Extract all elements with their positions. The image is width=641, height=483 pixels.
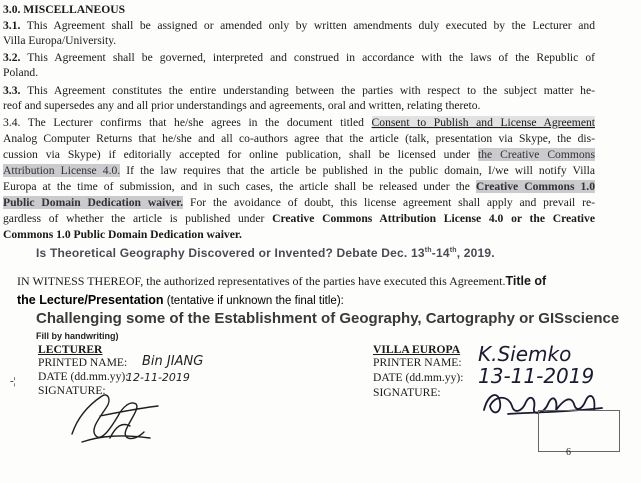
clause-3-4-line-2 (3, 132, 595, 146)
villa-date-handwritten: 13-11-2019 (478, 364, 595, 388)
villa-heading: VILLA EUROPA (373, 343, 461, 356)
tentative-note: (tentative if unknown the final title): (163, 295, 344, 307)
lecturer-date-handwritten: 12-11-2019 (126, 371, 190, 384)
clause-text: Analog Computer Returns that he/she and all co-authors agree that the article (talk, presentation via Skype, the dis- (3, 132, 595, 145)
clause-3-1-line-1 (3, 19, 595, 33)
witness-statement (17, 274, 546, 288)
villa-signature-label: SIGNATURE: (373, 386, 441, 399)
debate-sup: th (424, 247, 432, 254)
debate-text: , 2019. (456, 246, 495, 260)
clause-3-4-line-8: Commons 1.0 Public Domain Dedication waiver. (3, 228, 242, 241)
license-name: Creative Commons Attribution License 4.0 or the Creative (272, 212, 595, 225)
page-number: 6 (566, 447, 571, 458)
clause-text: This Agreement constitutes the entire understanding between the parties with respect to the subject matter he- (27, 84, 595, 97)
clause-3-4-line-4 (3, 164, 595, 178)
debate-text: -14 (431, 246, 450, 260)
clause-text: This Agreement shall be assigned or amended only by written amendments duly executed by the Lecturer and (26, 19, 595, 32)
clause-3-1-line-2: Villa Europa/University. (3, 34, 117, 47)
consent-title: Consent to Publish and License Agreement (371, 116, 595, 129)
debate-sup: th (449, 247, 457, 254)
license-name: Creative Commons 1.0 (475, 180, 595, 193)
lecturer-name-handwritten: Bin JIANG (142, 354, 204, 369)
debate-title (36, 246, 495, 260)
clause-3-4-line-6 (3, 196, 595, 210)
fill-note: Fill by handwriting) (36, 331, 119, 341)
license-name: the Creative Commons (478, 148, 595, 161)
clause-3-3-line-2: reof and supersedes any and all prior understandings and agreements, oral and written, relating thereto. (3, 99, 481, 112)
clause-3-4-line-3 (3, 148, 595, 162)
clause-text: gardless of whether the article is published under (3, 212, 273, 225)
clause-3-4-line-1 (3, 116, 595, 130)
lecturer-date-label: DATE (dd.mm.yy): (38, 370, 129, 383)
page-number-box (538, 410, 620, 452)
lecturer-signature-label: SIGNATURE: (38, 384, 106, 397)
clause-number: 3.1. (3, 19, 21, 32)
clause-text: This Agreement shall be governed, interpreted and construed in accordance with the laws of the Republic of (27, 51, 595, 64)
clause-3-4-line-5 (3, 180, 595, 194)
clause-text: If the law requires that the article be published in the public domain, I/we will notify Villa (120, 164, 595, 177)
villa-date-label: DATE (dd.mm.yy): (373, 371, 464, 384)
clause-number: 3.3. (3, 84, 21, 97)
witness-text: IN WITNESS THEREOF, the authorized representatives of the parties have executed this Agreement. (17, 274, 506, 288)
lecturer-printed-name-label: PRINTED NAME: (38, 356, 128, 369)
license-name: Public Domain Dedication waiver. (3, 196, 184, 209)
lecturer-signature (60, 386, 170, 448)
title-label-line (17, 293, 344, 308)
clause-text: cussion via Skype) if editorially accepted for online publication, shall be licensed under (3, 148, 479, 161)
clause-number: 3.2. (3, 51, 21, 64)
clause-3-3-line-1 (3, 84, 595, 98)
clause-3-2-line-1 (3, 51, 595, 65)
license-name: Attribution License 4.0. (3, 164, 121, 177)
debate-text: Is Theoretical Geography Discovered or Invented? Debate Dec. 13 (36, 246, 425, 260)
clause-text: For the avoidance of doubt, this license agreement shall apply and prevail re- (183, 196, 595, 209)
clause-3-4-line-7 (3, 212, 595, 226)
section-heading: 3.0. MISCELLANEOUS (3, 3, 126, 16)
title-label: the Lecture/Presentation (17, 293, 164, 307)
title-label: Title of (505, 274, 547, 288)
lecturer-heading: LECTURER (38, 343, 103, 356)
clause-text: Europa at the time of submission, and in such cases, the article shall be released under the (3, 180, 476, 193)
clause-3-2-line-2: Poland. (3, 66, 39, 79)
lecture-title: Challenging some of the Establishment of Geography, Cartography or GISscience (36, 310, 620, 327)
clause-text: 3.4. The Lecturer confirms that he/she agrees in the document titled (3, 116, 372, 129)
villa-name-handwritten: K.Siemko (478, 342, 572, 366)
villa-printer-name-label: PRINTER NAME: (373, 356, 462, 369)
margin-mark: -¦ (10, 375, 16, 387)
